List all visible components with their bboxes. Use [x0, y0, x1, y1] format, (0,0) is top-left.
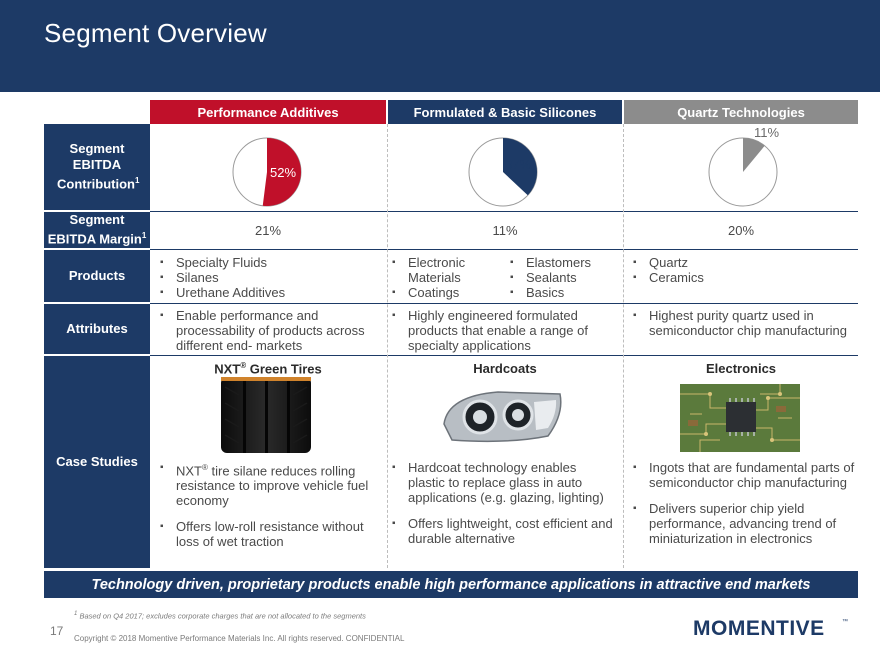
row-label-attributes: Attributes: [44, 304, 150, 354]
header-bar: [0, 0, 880, 92]
bullet-text: NXT: [176, 463, 202, 479]
products-list-performance-additives: [158, 255, 378, 300]
list-item: ▪ Urethane Additives: [158, 285, 378, 300]
list-item: ▪ Electronic Materials: [390, 255, 502, 285]
footnote-marker: 1: [134, 176, 140, 186]
list-item: ▪ Hardcoat technology enables plastic to replace glass in auto applications (e.g. glazing, lighting): [390, 460, 616, 505]
case-bullets-electronics: [631, 460, 855, 546]
list-item: ▪ Ceramics: [631, 270, 851, 285]
row-divider: [150, 211, 858, 212]
registered-mark: ®: [202, 463, 208, 472]
page-title: Segment Overview: [44, 18, 267, 48]
list-item: ▪ Delivers superior chip yield performance, advancing trend of miniaturization in electronics: [631, 501, 855, 546]
list-item: ▪ Enable performance and processability of products across different end- markets: [158, 308, 384, 353]
bullet-text: tire silane reduces rolling resistance to improve vehicle fuel economy: [176, 463, 369, 509]
column-header-silicones: Formulated & Basic Silicones: [388, 100, 622, 124]
trademark-mark: ™: [842, 619, 848, 625]
pie-chart-quartz: [705, 134, 781, 210]
list-item: ▪ Elastomers: [508, 255, 620, 270]
case-title-electronics: Electronics: [705, 361, 777, 376]
list-item: ▪ Ingots that are fundamental parts of semiconductor chip manufacturing: [631, 460, 855, 490]
attributes-performance-additives: [158, 308, 384, 353]
column-header-quartz: Quartz Technologies: [624, 100, 858, 124]
row-label-ebitda-contribution: [44, 124, 150, 210]
attributes-silicones: [390, 308, 616, 353]
row-divider: [150, 303, 858, 304]
copyright-text: Copyright © 2018 Momentive Performance Materials Inc. All rights reserved. CONFIDENTIAL: [74, 634, 405, 643]
margin-quartz: 20%: [727, 223, 755, 238]
case-bullets-green-tires: [158, 460, 384, 549]
list-item: ▪ Sealants: [508, 270, 620, 285]
margin-silicones: 11%: [492, 223, 518, 238]
pie-label-quartz: 11%: [754, 125, 780, 140]
margin-performance-additives: 21%: [254, 223, 282, 238]
column-divider: [387, 124, 388, 568]
attributes-quartz: [631, 308, 851, 338]
row-label-case-studies: Case Studies: [44, 356, 150, 568]
row-label-products: Products: [44, 250, 150, 302]
registered-mark: ®: [240, 361, 247, 370]
summary-banner: Technology driven, proprietary products enable high performance applications in attractive end markets: [44, 571, 858, 598]
list-item: ▪ Highly engineered formulated products that enable a range of specialty applications: [390, 308, 616, 353]
list-item: ▪ Basics: [508, 285, 620, 300]
headlight-image: [438, 384, 568, 448]
column-header-performance-additives: Performance Additives: [150, 100, 386, 124]
case-title-text: NXT: [214, 361, 241, 377]
list-item: ▪ Offers low-roll resistance without loss of wet traction: [158, 519, 384, 549]
row-label-text: Segment EBITDA Margin: [47, 212, 142, 247]
case-title-text: Green Tires: [246, 361, 322, 377]
row-divider: [150, 355, 858, 356]
tire-image: [221, 377, 311, 453]
list-item: [158, 460, 384, 508]
column-divider: [623, 124, 624, 568]
momentive-logo: MOMENTIVE: [693, 617, 825, 640]
pie-label-performance-additives: 52%: [270, 165, 297, 180]
products-list-silicones-a: [390, 255, 502, 300]
products-list-silicones-b: [508, 255, 620, 300]
case-title-hardcoats: Hardcoats: [473, 361, 537, 376]
list-item: ▪ Coatings: [390, 285, 502, 300]
row-label-ebitda-margin: [44, 212, 150, 248]
page-number: 17: [50, 624, 64, 638]
pie-chart-silicones: [465, 134, 541, 210]
products-list-quartz: [631, 255, 851, 285]
row-label-text: Segment EBITDA Contribution: [57, 141, 135, 192]
list-item: ▪ Specialty Fluids: [158, 255, 378, 270]
pie-label-silicones: 37%: [505, 157, 532, 172]
list-item: ▪ Quartz: [631, 255, 851, 270]
footnote-marker: 1: [141, 231, 147, 241]
list-item: ▪ Silanes: [158, 270, 378, 285]
list-item: ▪ Highest purity quartz used in semiconductor chip manufacturing: [631, 308, 851, 338]
row-divider: [150, 249, 858, 250]
case-bullets-hardcoats: [390, 460, 616, 546]
list-item: ▪ Offers lightweight, cost efficient and durable alternative: [390, 516, 616, 546]
footnote: [74, 611, 366, 621]
footnote-marker: 1: [74, 611, 78, 617]
case-title-green-tires: [150, 361, 386, 376]
footnote-text: Based on Q4 2017; excludes corporate charges that are not allocated to the segments: [79, 611, 366, 621]
circuit-board-image: [680, 384, 800, 452]
